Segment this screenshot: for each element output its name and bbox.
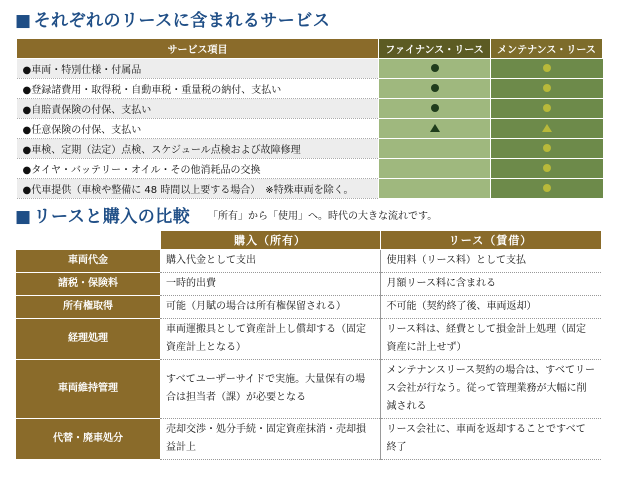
table-row [17, 79, 603, 99]
finance-cell [379, 99, 491, 119]
row-header: 代替・廃車処分 [16, 419, 160, 460]
comparison-table [16, 230, 602, 460]
table-row [17, 119, 603, 139]
circle-icon [543, 164, 551, 172]
table-row [16, 419, 601, 460]
finance-cell [379, 179, 491, 199]
service-item-label: ●タイヤ・バッテリー・オイル・その他消耗品の交換 [17, 159, 379, 179]
purchase-cell: 売却交渉・処分手続・固定資産抹消・売却損益計上 [160, 419, 380, 460]
purchase-cell: 可能（月賦の場合は所有権保留される） [160, 296, 380, 319]
circle-icon [543, 84, 551, 92]
header-service-item: サービス項目 [17, 39, 379, 59]
maintenance-cell [491, 119, 603, 139]
service-item-label: ●自賠責保険の付保、支払い [17, 99, 379, 119]
maintenance-cell [491, 159, 603, 179]
finance-cell [379, 139, 491, 159]
row-header: 諸税・保険料 [16, 273, 160, 296]
maintenance-cell [491, 99, 603, 119]
header-lease: リース（賃借） [380, 231, 601, 250]
purchase-cell: 一時的出費 [160, 273, 380, 296]
table-row [16, 250, 601, 273]
table-row [16, 273, 601, 296]
finance-cell [379, 79, 491, 99]
triangle-icon [430, 124, 440, 132]
lease-cell: 使用料（リース料）として支払 [380, 250, 601, 273]
maintenance-cell [491, 79, 603, 99]
header-finance-lease: ファイナンス・リース [379, 39, 491, 59]
finance-cell [379, 119, 491, 139]
table-row [16, 319, 601, 360]
lease-cell: 不可能（契約終了後、車両返却） [380, 296, 601, 319]
maintenance-cell [491, 139, 603, 159]
table-row [17, 59, 603, 79]
service-item-label: ●車両・特別仕様・付属品 [17, 59, 379, 79]
circle-icon [431, 84, 439, 92]
section2-title: ■ リースと購入の比較 [15, 207, 191, 227]
circle-icon [543, 184, 551, 192]
circle-icon [543, 144, 551, 152]
service-item-label: ●登録諸費用・取得税・自動車税・重量税の納付、支払い [17, 79, 379, 99]
maintenance-cell [491, 179, 603, 199]
service-item-label: ●車検、定期（法定）点検、スケジュール点検および故障修理 [17, 139, 379, 159]
lease-cell: 月額リース料に含まれる [380, 273, 601, 296]
row-header: 車両代金 [16, 250, 160, 273]
maintenance-cell [491, 59, 603, 79]
purchase-cell: すべてユーザーサイドで実施。大量保有の場合は担当者（課）が必要となる [160, 360, 380, 419]
header-blank [16, 231, 160, 250]
section2-subtitle: 「所有」から「使用」へ。時代の大きな流れです。 [208, 211, 438, 222]
service-item-label: ●代車提供（車検や整備に 48 時間以上要する場合） ※特殊車両を除く。 [17, 179, 379, 199]
circle-icon [431, 64, 439, 72]
header-maintenance-lease: メンテナンス・リース [491, 39, 603, 59]
table-row [17, 139, 603, 159]
table-row [16, 296, 601, 319]
table-row [17, 99, 603, 119]
circle-icon [431, 104, 439, 112]
lease-cell: メンテナンスリース契約の場合は、すべてリース会社が行なう。従って管理業務が大幅に削減される [380, 360, 601, 419]
row-header: 経理処理 [16, 319, 160, 360]
table-row [17, 159, 603, 179]
circle-icon [543, 64, 551, 72]
table-row [16, 360, 601, 419]
purchase-cell: 車両運搬具として資産計上し償却する（固定資産計上となる） [160, 319, 380, 360]
finance-cell [379, 159, 491, 179]
purchase-cell: 購入代金として支出 [160, 250, 380, 273]
service-item-label: ●任意保険の付保、支払い [17, 119, 379, 139]
lease-cell: リース料は、経費として損金計上処理（固定資産に計上せず） [380, 319, 601, 360]
row-header: 車両維持管理 [16, 360, 160, 419]
circle-icon [543, 104, 551, 112]
service-table [16, 38, 603, 199]
row-header: 所有権取得 [16, 296, 160, 319]
header-purchase: 購入（所有） [160, 231, 380, 250]
table-row [17, 179, 603, 199]
finance-cell [379, 59, 491, 79]
triangle-icon [542, 124, 552, 132]
section1-title: ■ それぞれのリースに含まれるサービス [15, 11, 331, 31]
lease-cell: リース会社に、車両を返却することですべて終了 [380, 419, 601, 460]
